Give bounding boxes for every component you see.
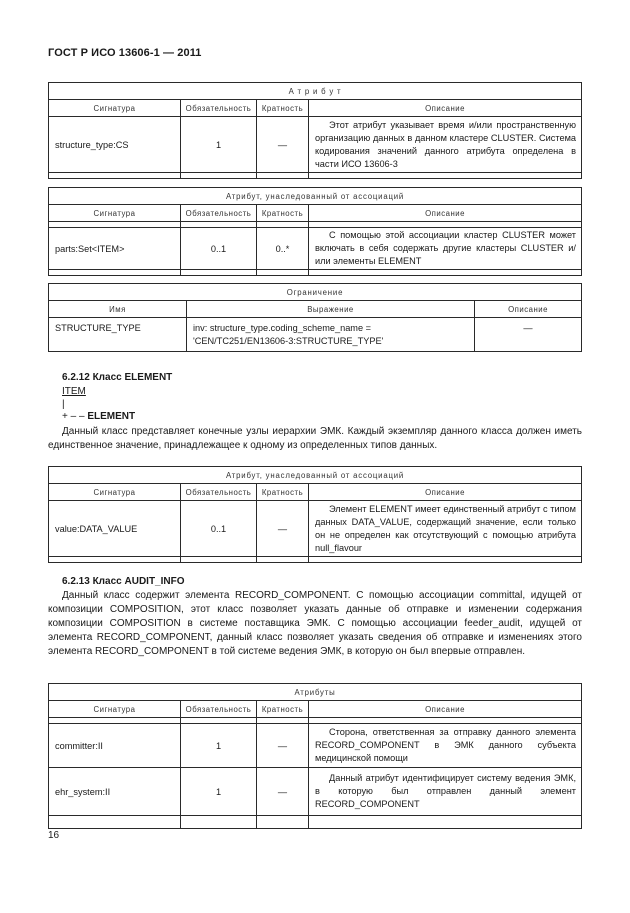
inherited-association-table [48, 466, 582, 563]
paragraph-text: Данный класс содержит элемента RECORD_COMPONENT. С помощью ассоциации committal, идущей от композиции COMPOSITION, этот класс позволяет указать данные об отправке и изменении содержания композиции COMPOSITION в системе поставщика ЭМК. С помощью ассоциации feeder_audit, идущей от элемента RECORD_COMPONENT, данный класс позволяет указать сведения об отправке и изменениях этого элемента RECORD_COMPONENT в той системе ведения ЭМК, в которую он был впервые отправлен. [48, 590, 582, 657]
description-text: С помощью этой ассоциации кластер CLUSTER может включать в себя содержать другие кластеры CLUSTER и/или элементы ELEMENT [315, 230, 576, 266]
table-row [49, 318, 582, 352]
multiplicity-cell: — [257, 768, 309, 816]
description-cell [309, 768, 582, 816]
constraint-table [48, 283, 582, 352]
column-header-signature: Сигнатура [49, 100, 181, 117]
multiplicity-cell: — [257, 117, 309, 173]
table-row [49, 117, 582, 173]
table-row [49, 724, 582, 768]
table-caption: Атрибут, унаследованный от ассоциаций [49, 188, 582, 205]
expression-line: inv: structure_type.coding_scheme_name = [193, 323, 371, 333]
page-number: 16 [48, 830, 60, 841]
column-header-description: Описание [309, 701, 582, 718]
name-cell: STRUCTURE_TYPE [49, 318, 187, 352]
table-row [49, 228, 582, 270]
column-header-multiplicity: Кратность [257, 205, 309, 222]
hierarchy-element: ELEMENT [87, 411, 136, 422]
mandatory-cell: 0..1 [181, 501, 257, 557]
description-cell [309, 117, 582, 173]
column-header-multiplicity: Кратность [257, 484, 309, 501]
column-header-signature: Сигнатура [49, 701, 181, 718]
column-header-mandatory: Обязательность [181, 205, 257, 222]
multiplicity-cell: — [257, 724, 309, 768]
mandatory-cell: 0..1 [181, 228, 257, 270]
table-caption: Атрибут, унаследованный от ассоциаций [49, 467, 582, 484]
attribute-table [48, 82, 582, 179]
expression-cell [187, 318, 475, 352]
hierarchy-prefix: + – – [62, 411, 88, 422]
hierarchy-item: ITEM [62, 386, 86, 397]
section-title: 6.2.12 Класс ELEMENT [62, 372, 173, 383]
column-header-mandatory: Обязательность [181, 484, 257, 501]
description-text: Элемент ELEMENT имеет единственный атрибут с типом данных DATA_VALUE, содержащий значение, если только он не определен как отсутствующий с помощью атрибута null_flavour [315, 503, 576, 553]
signature-cell: parts:Set<ITEM> [49, 228, 181, 270]
column-header-name: Имя [49, 301, 187, 318]
description-cell [309, 724, 582, 768]
mandatory-cell: 1 [181, 768, 257, 816]
inherited-association-table [48, 187, 582, 276]
section-paragraph [48, 425, 582, 453]
signature-cell: structure_type:CS [49, 117, 181, 173]
column-header-description: Описание [309, 205, 582, 222]
signature-cell: ehr_system:II [49, 768, 181, 816]
column-header-signature: Сигнатура [49, 484, 181, 501]
description-cell [309, 228, 582, 270]
column-header-multiplicity: Кратность [257, 701, 309, 718]
description-text: Данный атрибут идентифицирует систему ведения ЭМК, в которую был отправлен данный элемент RECORD_COMPONENT [315, 773, 576, 809]
column-header-mandatory: Обязательность [181, 100, 257, 117]
mandatory-cell: 1 [181, 117, 257, 173]
description-cell [309, 501, 582, 557]
multiplicity-cell: 0..* [257, 228, 309, 270]
description-cell: — [475, 318, 582, 352]
description-text: Сторона, ответственная за отправку данного элемента RECORD_COMPONENT в ЭМК данного субъекта медицинской помощи [315, 727, 576, 763]
table-caption: А т р и б у т [49, 83, 582, 100]
column-header-expression: Выражение [187, 301, 475, 318]
column-header-description: Описание [475, 301, 582, 318]
column-header-multiplicity: Кратность [257, 100, 309, 117]
paragraph-text: Данный класс представляет конечные узлы иерархии ЭМК. Каждый экземпляр данного класса должен иметь единственное значение, принадлежащее к одному из определенных типов данных. [48, 426, 582, 451]
hierarchy-bar: | [62, 399, 65, 410]
attributes-table [48, 683, 582, 829]
signature-cell: value:DATA_VALUE [49, 501, 181, 557]
mandatory-cell: 1 [181, 724, 257, 768]
signature-cell: committer:II [49, 724, 181, 768]
column-header-description: Описание [309, 100, 582, 117]
page-header: ГОСТ Р ИСО 13606-1 — 2011 [48, 47, 202, 59]
column-header-description: Описание [309, 484, 582, 501]
section-title: 6.2.13 Класс AUDIT_INFO [62, 576, 185, 587]
column-header-mandatory: Обязательность [181, 701, 257, 718]
table-row [49, 768, 582, 816]
table-caption: Ограничение [49, 284, 582, 301]
multiplicity-cell: — [257, 501, 309, 557]
hierarchy-line [62, 411, 135, 423]
table-caption: Атрибуты [49, 684, 582, 701]
table-row [49, 501, 582, 557]
description-text: Этот атрибут указывает время и/или пространственную организацию данных в данном кластере CLUSTER. Система кодирования значений данного атрибута определена в части ИСО 13606-3 [315, 119, 576, 169]
expression-line: 'CEN/TC251/EN13606-3:STRUCTURE_TYPE' [193, 336, 384, 346]
section-paragraph [48, 589, 582, 659]
column-header-signature: Сигнатура [49, 205, 181, 222]
